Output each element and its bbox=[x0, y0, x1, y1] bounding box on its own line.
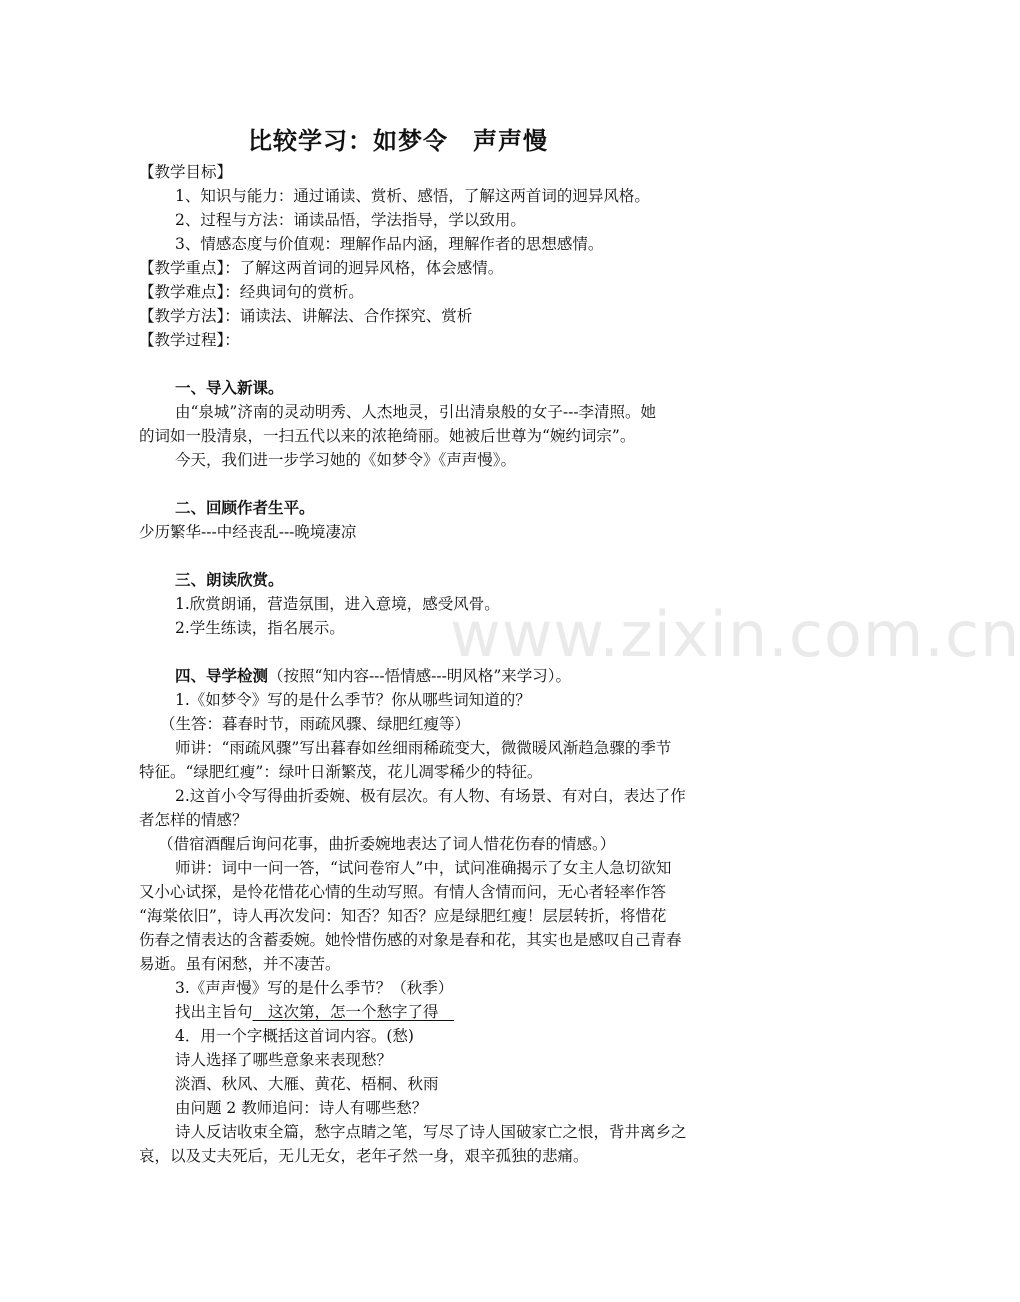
s4-answer-1: （生答：暮春时节，雨疏风骤、绿肥红瘦等） bbox=[160, 715, 471, 733]
s4-question-4b: 诗人选择了哪些意象来表现愁？ bbox=[175, 1051, 393, 1069]
s4-question-4e-a: 诗人反诘收束全篇，愁字点睛之笔，写尽了诗人国破家亡之恨，背井离乡之 bbox=[175, 1123, 687, 1141]
s3-item-2: 2.学生练读，指名展示。 bbox=[175, 619, 345, 637]
s4-teacher-1a: 师讲：“雨疏风骤”写出暮春如丝细雨稀疏变大，微微暖风渐趋急骤的季节 bbox=[175, 739, 672, 757]
section-4-heading-note: （按照“知内容---悟情感---明风格”来学习）。 bbox=[268, 667, 572, 685]
document-title: 比较学习：如梦令 声声慢 bbox=[248, 126, 548, 155]
s4-teacher-2c: “海棠依旧”，诗人再次发问：知否？知否？应是绿肥红瘦！层层转折，将惜花 bbox=[139, 907, 667, 925]
objective-3: 3、情感态度与价值观：理解作品内涵，理解作者的思想感情。 bbox=[175, 235, 604, 253]
s4-question-2a: 2.这首小令写得曲折委婉、极有层次。有人物、有场景、有对白，表达了作 bbox=[175, 787, 686, 805]
difficulty: 【教学难点】：经典词句的赏析。 bbox=[139, 283, 364, 301]
objectives-heading: 【教学目标】 bbox=[139, 163, 233, 181]
s4-question-3b-label: 找出主旨句 bbox=[175, 1003, 253, 1021]
s4-question-4c: 淡酒、秋风、大雁、黄花、梧桐、秋雨 bbox=[175, 1075, 439, 1093]
objective-1: 1、知识与能力：通过诵读、赏析、感悟，了解这两首词的迥异风格。 bbox=[175, 187, 650, 205]
s4-question-4e-b: 哀，以及丈夫死后，无儿无女，老年孑然一身，艰辛孤独的悲痛。 bbox=[139, 1147, 589, 1165]
s4-teacher-2d: 伤春之情表达的含蓄委婉。她怜惜伤感的对象是春和花，其实也是感叹自己青春 bbox=[139, 931, 682, 949]
s2-paragraph-1: 少历繁华---中经丧乱---晚境凄凉 bbox=[139, 523, 357, 541]
objective-2: 2、过程与方法：诵读品悟，学法指导，学以致用。 bbox=[175, 211, 526, 229]
section-1-heading: 一、导入新课。 bbox=[175, 378, 284, 397]
s4-teacher-2a: 师讲：词中一问一答，“试问卷帘人”中，试问准确揭示了女主人急切欲知 bbox=[175, 859, 672, 877]
s1-paragraph-2: 今天，我们进一步学习她的《如梦令》《声声慢》。 bbox=[175, 451, 517, 469]
s4-question-4d: 由问题 2 教师追问：诗人有哪些愁？ bbox=[175, 1099, 428, 1117]
watermark: www.zixin.com.cn bbox=[450, 598, 1020, 671]
s4-question-4: 4．用一个字概括这首词内容。(愁) bbox=[175, 1027, 414, 1045]
s3-item-1: 1.欣赏朗诵，营造氛围，进入意境，感受风骨。 bbox=[175, 595, 500, 613]
process-heading: 【教学过程】： bbox=[139, 331, 240, 349]
s4-teacher-2e: 易逝。虽有闲愁，并不凄苦。 bbox=[139, 955, 341, 973]
methods: 【教学方法】：诵读法、讲解法、合作探究、赏析 bbox=[139, 307, 473, 325]
s4-teacher-2b: 又小心试探，是怜花惜花心情的生动写照。有情人含情而问，无心者轻率作答 bbox=[139, 883, 667, 901]
s4-question-3b-answer: 这次第，怎一个愁字了得 bbox=[252, 1003, 455, 1021]
s4-question-3b-line bbox=[175, 1000, 787, 1024]
section-4-heading: 四、导学检测 bbox=[175, 666, 269, 685]
key-point: 【教学重点】：了解这两首词的迥异风格，体会感情。 bbox=[139, 259, 504, 277]
section-2-heading: 二、回顾作者生平。 bbox=[175, 498, 315, 517]
s4-question-1: 1.《如梦令》写的是什么季节？你从哪些词知道的？ bbox=[175, 691, 531, 709]
s1-paragraph-1a: 由“泉城”济南的灵动明秀、人杰地灵，引出清泉般的女子---李清照。她 bbox=[175, 403, 657, 421]
section-4-heading-line bbox=[175, 664, 787, 688]
s1-paragraph-1b: 的词如一股清泉，一扫五代以来的浓艳绮丽。她被后世尊为“婉约词宗”。 bbox=[139, 427, 636, 445]
s4-answer-2: （借宿酒醒后询问花事，曲折委婉地表达了词人惜花伤春的情感。） bbox=[158, 835, 616, 853]
s4-question-3: 3.《声声慢》写的是什么季节？（秋季） bbox=[175, 979, 454, 997]
section-3-heading: 三、朗读欣赏。 bbox=[175, 570, 284, 589]
s4-teacher-1b: 特征。“绿肥红瘦”：绿叶日渐繁茂，花儿凋零稀少的特征。 bbox=[139, 763, 543, 781]
s4-question-2b: 者怎样的情感？ bbox=[139, 811, 248, 829]
